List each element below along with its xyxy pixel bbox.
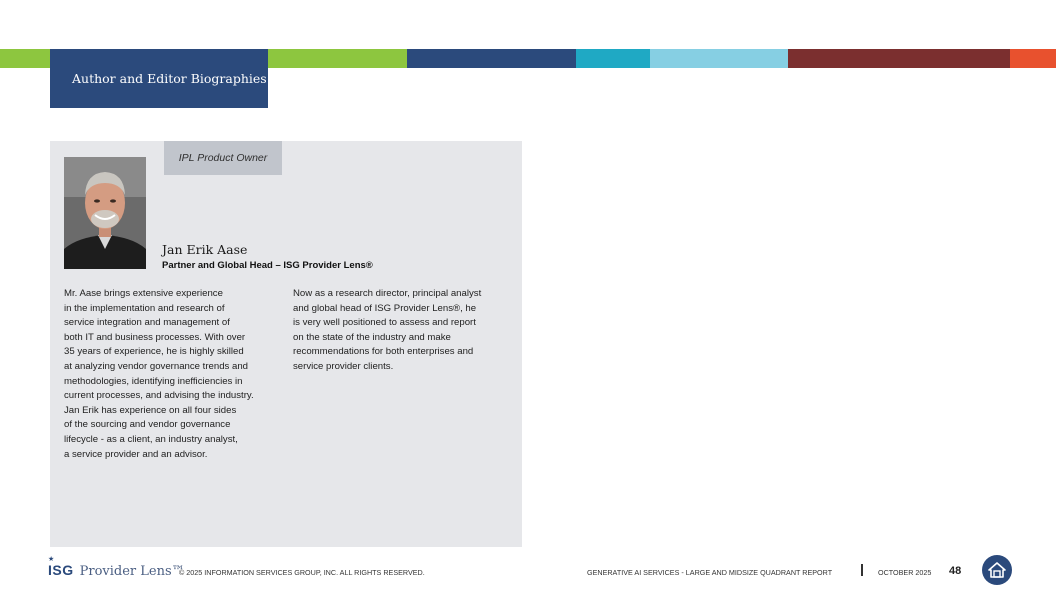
bio-line: a service provider and an advisor.	[64, 448, 208, 460]
bio-line: Now as a research director, principal analyst	[293, 288, 482, 299]
role-badge: IPL Product Owner	[164, 141, 282, 175]
bio-line: methodologies, identifying inefficiencies in	[64, 375, 243, 387]
bio-line: service provider clients.	[293, 360, 394, 372]
bio-line: recommendations for both enterprises and	[293, 346, 474, 358]
bio-line: 35 years of experience, he is highly skilled	[64, 346, 244, 358]
report-title: GENERATIVE AI SERVICES - LARGE AND MIDSIZE QUADRANT REPORT	[587, 568, 833, 577]
report-date: OCTOBER 2025	[878, 568, 932, 577]
section-title: Author and Editor Biographies	[50, 49, 268, 108]
home-button[interactable]	[982, 555, 1012, 585]
bio-line: and global head of ISG Provider Lens®, he	[293, 302, 477, 314]
logo-isg-text: ISG	[48, 562, 74, 578]
footer-divider	[861, 564, 863, 576]
bio-line: is very well positioned to assess and report	[293, 317, 476, 329]
isg-logo	[48, 556, 185, 579]
bio-line: lifecycle - as a client, an industry analyst,	[64, 433, 238, 445]
bio-line: service integration and management of	[64, 317, 230, 329]
bio-line: of the sourcing and vendor governance	[64, 419, 231, 431]
page-footer	[0, 548, 1056, 594]
bio-line: in the implementation and research of	[64, 302, 225, 314]
bio-right-column	[293, 287, 508, 375]
bio-line: Mr. Aase brings extensive experience	[64, 288, 223, 299]
bio-line: on the state of the industry and make	[293, 331, 451, 343]
bio-line: Jan Erik has experience on all four sides	[64, 404, 237, 416]
author-title: Partner and Global Head – ISG Provider Lens®	[162, 260, 373, 271]
author-name: Jan Erik Aase	[162, 242, 248, 257]
bio-line: both IT and business processes. With over	[64, 331, 246, 343]
copyright-text: © 2025 INFORMATION SERVICES GROUP, INC. ALL RIGHTS RESERVED.	[179, 568, 425, 577]
author-card	[50, 141, 522, 547]
author-photo	[64, 157, 146, 269]
home-icon	[988, 562, 1006, 578]
bio-left-column	[64, 287, 286, 462]
page-number: 48	[949, 565, 962, 577]
bio-line: at analyzing vendor governance trends and	[64, 360, 249, 372]
bio-line: current processes, and advising the industry.	[64, 390, 254, 402]
logo-provider-text: Provider Lens™	[79, 564, 185, 579]
star-icon: ★	[48, 556, 55, 563]
